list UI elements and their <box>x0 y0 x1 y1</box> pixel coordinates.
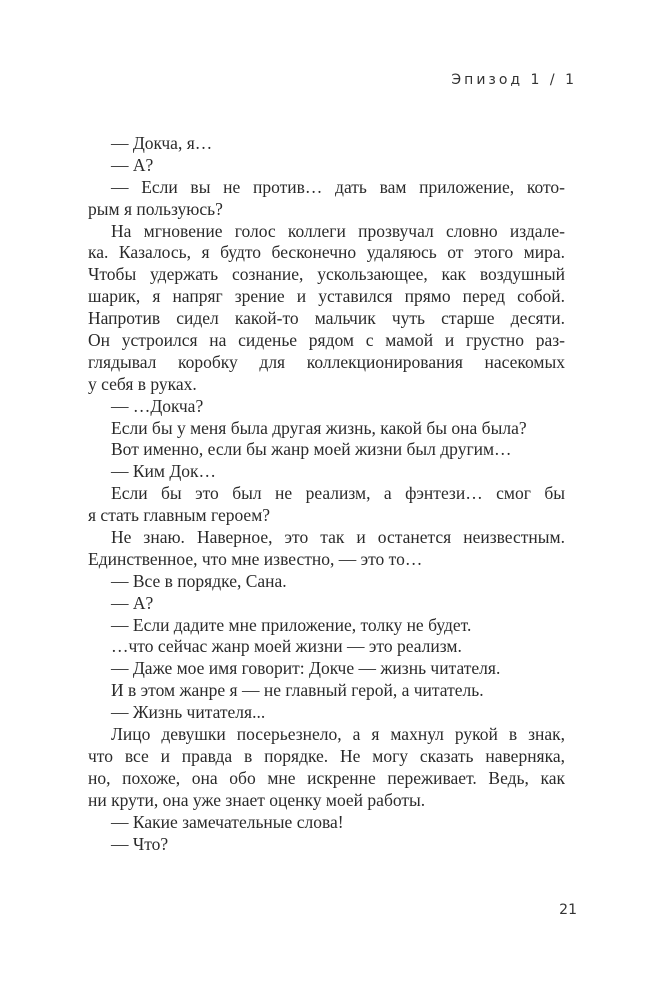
text-line: Лицо девушки посерьезнело, а я махнул рукой в знак, <box>111 724 565 745</box>
text-line: — Докча, я… <box>111 133 213 153</box>
text-line: — …Докча? <box>111 395 204 416</box>
text-line: Чтобы удержать сознание, ускользающее, как воздушный <box>88 264 565 285</box>
text-line: ни крути, она уже знает оценку моей работы. <box>88 789 426 810</box>
text-line: но, похоже, она обо мне искренне переживает. Ведь, как <box>88 767 565 788</box>
text-line: Напротив сидел какой-то мальчик чуть старше десяти. <box>88 308 565 329</box>
text-line: И в этом жанре я — не главный герой, а читатель. <box>111 680 484 701</box>
text-line: ка. Казалось, я будто бесконечно удаляюсь от этого мира. <box>88 242 565 263</box>
text-line: — Какие замечательные слова! <box>111 811 344 832</box>
text-line: На мгновение голос коллеги прозвучал словно издале- <box>111 220 565 241</box>
text-line: я стать главным героем? <box>88 505 271 526</box>
page-number: 21 <box>559 902 577 918</box>
text-line: рым я пользуюсь? <box>88 198 223 219</box>
text-line: глядывал коробку для коллекционирования насекомых <box>88 351 565 372</box>
text-line: Если бы это был не реализм, а фэнтези… смог бы <box>111 483 565 504</box>
text-line: — А? <box>111 592 154 613</box>
text-line: Если бы у меня была другая жизнь, какой бы она была? <box>111 417 527 438</box>
text-line: — Если вы не против… дать вам приложение, кото- <box>111 176 565 197</box>
running-header: Эпизод 1 / 1 <box>451 72 577 88</box>
text-line: — Что? <box>111 833 169 854</box>
text-line: Не знаю. Наверное, это так и останется неизвестным. <box>111 527 565 548</box>
text-line: шарик, я напряг зрение и уставился прямо перед собой. <box>88 286 565 307</box>
text-line: Вот именно, если бы жанр моей жизни был другим… <box>111 439 512 460</box>
text-line: Он устроился на сиденье рядом с мамой и грустно раз- <box>88 330 565 351</box>
body-text <box>88 133 565 855</box>
text-line: — А? <box>111 154 154 175</box>
text-line: у себя в руках. <box>88 373 197 394</box>
text-line: — Ким Док… <box>111 461 217 482</box>
text-line: что все и правда в порядке. Не могу сказать наверняка, <box>88 745 565 766</box>
text-line: …что сейчас жанр моей жизни — это реализм. <box>111 636 462 657</box>
text-line: — Если дадите мне приложение, толку не будет. <box>111 614 472 635</box>
text-line: — Все в порядке, Сана. <box>111 570 287 591</box>
text-line: — Жизнь читателя... <box>111 702 266 723</box>
text-line: Единственное, что мне известно, — это то… <box>88 548 423 569</box>
text-line: — Даже мое имя говорит: Докче — жизнь читателя. <box>111 658 501 679</box>
